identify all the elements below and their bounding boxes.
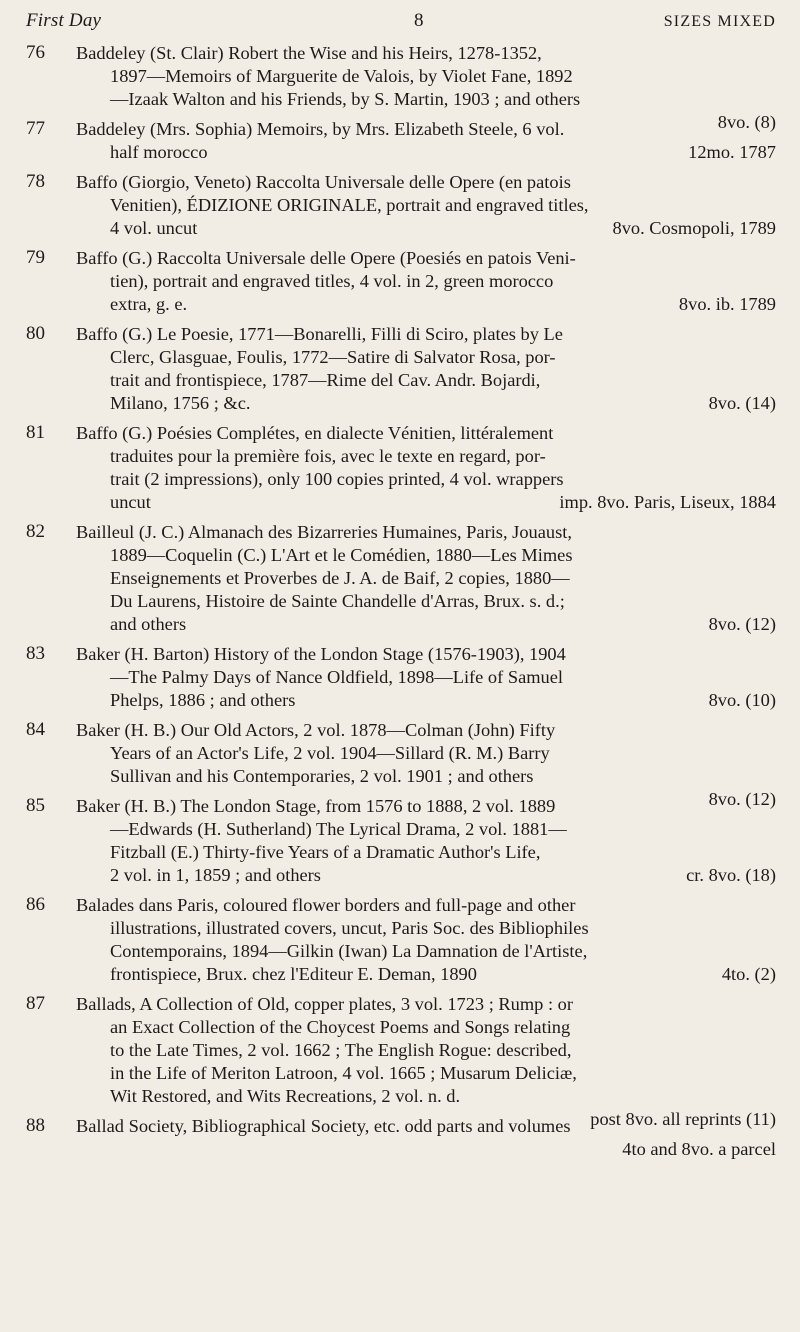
description-text: Baddeley (Mrs. Sophia) Memoirs, by Mrs. Elizabeth Steele, 6 vol. bbox=[76, 119, 565, 139]
description-text: 1889—Coquelin (C.) L'Art et le Comédien, 1880—Les Mimes bbox=[110, 545, 573, 565]
description-text: Clerc, Glasguae, Foulis, 1772—Satire di Salvator Rosa, por- bbox=[110, 347, 556, 367]
description-line bbox=[76, 171, 776, 194]
lot-number: 86 bbox=[26, 894, 45, 915]
description-text: Ballad Society, Bibliographical Society, etc. odd parts and volumes bbox=[76, 1116, 571, 1136]
description-line bbox=[76, 247, 776, 270]
description-text: Balades dans Paris, coloured flower borders and full-page and other bbox=[76, 895, 576, 915]
description-line bbox=[76, 217, 776, 240]
running-title: First Day bbox=[26, 10, 102, 31]
section-title: SIZES MIXED bbox=[663, 13, 776, 30]
description-text: traduites pour la première fois, avec le texte en regard, por- bbox=[110, 446, 546, 466]
description-line bbox=[76, 818, 776, 841]
description-line bbox=[76, 719, 776, 742]
description-text: in the Life of Meriton Latroon, 4 vol. 1665 ; Musarum Deliciæ, bbox=[110, 1063, 577, 1083]
format-and-date: 8vo. (10) bbox=[708, 690, 776, 710]
description-text: Sullivan and his Contemporaries, 2 vol. 1901 ; and others bbox=[110, 766, 534, 786]
description-line bbox=[76, 491, 776, 514]
description-text: Baker (H. Barton) History of the London Stage (1576-1903), 1904 bbox=[76, 644, 566, 664]
description-line bbox=[76, 141, 776, 164]
description-text: trait (2 impressions), only 100 copies printed, 4 vol. wrappers bbox=[110, 469, 564, 489]
lot-number: 85 bbox=[26, 795, 45, 816]
description-text: —The Palmy Days of Nance Oldfield, 1898—Life of Samuel bbox=[110, 667, 564, 687]
lot-entry bbox=[26, 118, 776, 164]
description-line bbox=[76, 666, 776, 689]
lot-entry bbox=[26, 323, 776, 415]
description-line bbox=[76, 765, 776, 788]
description-line bbox=[76, 544, 776, 567]
format-and-date: 8vo. (12) bbox=[708, 614, 776, 634]
description-text: Years of an Actor's Life, 2 vol. 1904—Sillard (R. M.) Barry bbox=[110, 743, 550, 763]
format-and-date: imp. 8vo. Paris, Liseux, 1884 bbox=[559, 492, 776, 512]
lot-entry bbox=[26, 894, 776, 986]
lot-number: 83 bbox=[26, 643, 45, 664]
description-line bbox=[76, 118, 776, 141]
description-line bbox=[76, 1085, 776, 1108]
description-text: Baker (H. B.) Our Old Actors, 2 vol. 1878—Colman (John) Fifty bbox=[76, 720, 556, 740]
description-line bbox=[76, 445, 776, 468]
description-text: Baffo (Giorgio, Veneto) Raccolta Universale delle Opere (en patois bbox=[76, 172, 571, 192]
description-line bbox=[76, 422, 776, 445]
description-line bbox=[76, 293, 776, 316]
description-text: trait and frontispiece, 1787—Rime del Cav. Andr. Bojardi, bbox=[110, 370, 541, 390]
description-text: uncut bbox=[110, 492, 151, 512]
format-and-date: 8vo. ib. 1789 bbox=[678, 294, 776, 314]
description-text: Baffo (G.) Raccolta Universale delle Opere (Poesiés en patois Veni- bbox=[76, 248, 576, 268]
format-and-date: 4to. (2) bbox=[721, 964, 776, 984]
description-line bbox=[76, 521, 776, 544]
description-text: Enseignements et Proverbes de J. A. de Baif, 2 copies, 1880— bbox=[110, 568, 570, 588]
description-line bbox=[76, 940, 776, 963]
description-line bbox=[76, 65, 776, 88]
description-text: Wit Restored, and Wits Recreations, 2 vol. n. d. bbox=[110, 1086, 461, 1106]
description-text: extra, g. e. bbox=[110, 294, 188, 314]
description-text: Bailleul (J. C.) Almanach des Bizarreries Humaines, Paris, Jouaust, bbox=[76, 522, 572, 542]
lot-entry bbox=[26, 795, 776, 887]
description-line bbox=[76, 993, 776, 1016]
description-line bbox=[76, 590, 776, 613]
description-line bbox=[76, 323, 776, 346]
format-and-date: 12mo. 1787 bbox=[688, 142, 776, 162]
format-and-date: cr. 8vo. (18) bbox=[686, 865, 776, 885]
description-line bbox=[76, 270, 776, 293]
lot-number: 76 bbox=[26, 42, 45, 63]
description-line bbox=[76, 689, 776, 712]
description-text: frontispiece, Brux. chez l'Editeur E. Deman, 1890 bbox=[110, 964, 477, 984]
description-text: Baffo (G.) Poésies Complétes, en dialecte Vénitien, littéralement bbox=[76, 423, 554, 443]
description-text: Baker (H. B.) The London Stage, from 1576 to 1888, 2 vol. 1889 bbox=[76, 796, 556, 816]
description-text: and others bbox=[110, 614, 187, 634]
description-text: tien), portrait and engraved titles, 4 vol. in 2, green morocco bbox=[110, 271, 554, 291]
lot-number: 80 bbox=[26, 323, 45, 344]
description-text: —Izaak Walton and his Friends, by S. Martin, 1903 ; and others bbox=[110, 89, 581, 109]
description-line bbox=[76, 369, 776, 392]
description-line bbox=[76, 864, 776, 887]
description-text: Phelps, 1886 ; and others bbox=[110, 690, 296, 710]
format-and-date: post 8vo. all reprints (11) bbox=[590, 1109, 776, 1129]
description-line bbox=[76, 567, 776, 590]
lot-entry bbox=[26, 171, 776, 240]
lot-number: 84 bbox=[26, 719, 45, 740]
lot-entry bbox=[26, 521, 776, 636]
lot-number: 78 bbox=[26, 171, 45, 192]
description-line bbox=[76, 963, 776, 986]
description-text: Milano, 1756 ; &c. bbox=[110, 393, 251, 413]
description-line bbox=[76, 742, 776, 765]
description-line bbox=[76, 1062, 776, 1085]
description-text: Du Laurens, Histoire de Sainte Chandelle d'Arras, Brux. s. d.; bbox=[110, 591, 565, 611]
page-header bbox=[26, 10, 776, 36]
description-text: Baffo (G.) Le Poesie, 1771—Bonarelli, Filli di Sciro, plates by Le bbox=[76, 324, 563, 344]
description-text: Venitien), ÉDIZIONE ORIGINALE, portrait and engraved titles, bbox=[110, 195, 589, 215]
description-text: —Edwards (H. Sutherland) The Lyrical Drama, 2 vol. 1881— bbox=[110, 819, 567, 839]
description-text: Ballads, A Collection of Old, copper plates, 3 vol. 1723 ; Rump : or bbox=[76, 994, 574, 1014]
lot-entry bbox=[26, 643, 776, 712]
lot-list bbox=[26, 42, 776, 1159]
description-text: to the Late Times, 2 vol. 1662 ; The English Rogue: described, bbox=[110, 1040, 572, 1060]
description-line bbox=[76, 841, 776, 864]
lot-entry bbox=[26, 247, 776, 316]
description-line bbox=[76, 468, 776, 491]
description-line bbox=[76, 392, 776, 415]
description-line bbox=[76, 1115, 776, 1138]
format-and-date: 8vo. (8) bbox=[717, 112, 776, 132]
lot-number: 82 bbox=[26, 521, 45, 542]
description-line bbox=[76, 917, 776, 940]
description-text: illustrations, illustrated covers, uncut, Paris Soc. des Bibliophiles bbox=[110, 918, 589, 938]
description-line bbox=[76, 346, 776, 369]
description-text: an Exact Collection of the Choycest Poems and Songs relating bbox=[110, 1017, 571, 1037]
description-line bbox=[76, 613, 776, 636]
description-line bbox=[76, 894, 776, 917]
format-and-date: 8vo. Cosmopoli, 1789 bbox=[612, 218, 776, 238]
lot-number: 88 bbox=[26, 1115, 45, 1136]
lot-number: 81 bbox=[26, 422, 45, 443]
format-and-date: 4to and 8vo. a parcel bbox=[622, 1139, 776, 1159]
description-text: 1897—Memoirs of Marguerite de Valois, by Violet Fane, 1892 bbox=[110, 66, 573, 86]
description-text: half morocco bbox=[110, 142, 208, 162]
lot-number: 77 bbox=[26, 118, 45, 139]
description-line bbox=[76, 88, 776, 111]
page-number: 8 bbox=[414, 10, 424, 31]
description-line bbox=[76, 42, 776, 65]
lot-entry bbox=[26, 1115, 776, 1159]
description-line bbox=[76, 643, 776, 666]
description-line bbox=[76, 1016, 776, 1039]
description-line bbox=[76, 1039, 776, 1062]
format-and-date: 8vo. (12) bbox=[708, 789, 776, 809]
format-and-date: 8vo. (14) bbox=[708, 393, 776, 413]
lot-number: 87 bbox=[26, 993, 45, 1014]
description-text: Fitzball (E.) Thirty-five Years of a Dramatic Author's Life, bbox=[110, 842, 541, 862]
description-text: 4 vol. uncut bbox=[110, 218, 198, 238]
description-line bbox=[76, 795, 776, 818]
lot-number: 79 bbox=[26, 247, 45, 268]
description-text: 2 vol. in 1, 1859 ; and others bbox=[110, 865, 321, 885]
description-line bbox=[76, 194, 776, 217]
lot-entry bbox=[26, 422, 776, 514]
description-text: Baddeley (St. Clair) Robert the Wise and his Heirs, 1278-1352, bbox=[76, 43, 542, 63]
description-text: Contemporains, 1894—Gilkin (Iwan) La Damnation de l'Artiste, bbox=[110, 941, 588, 961]
